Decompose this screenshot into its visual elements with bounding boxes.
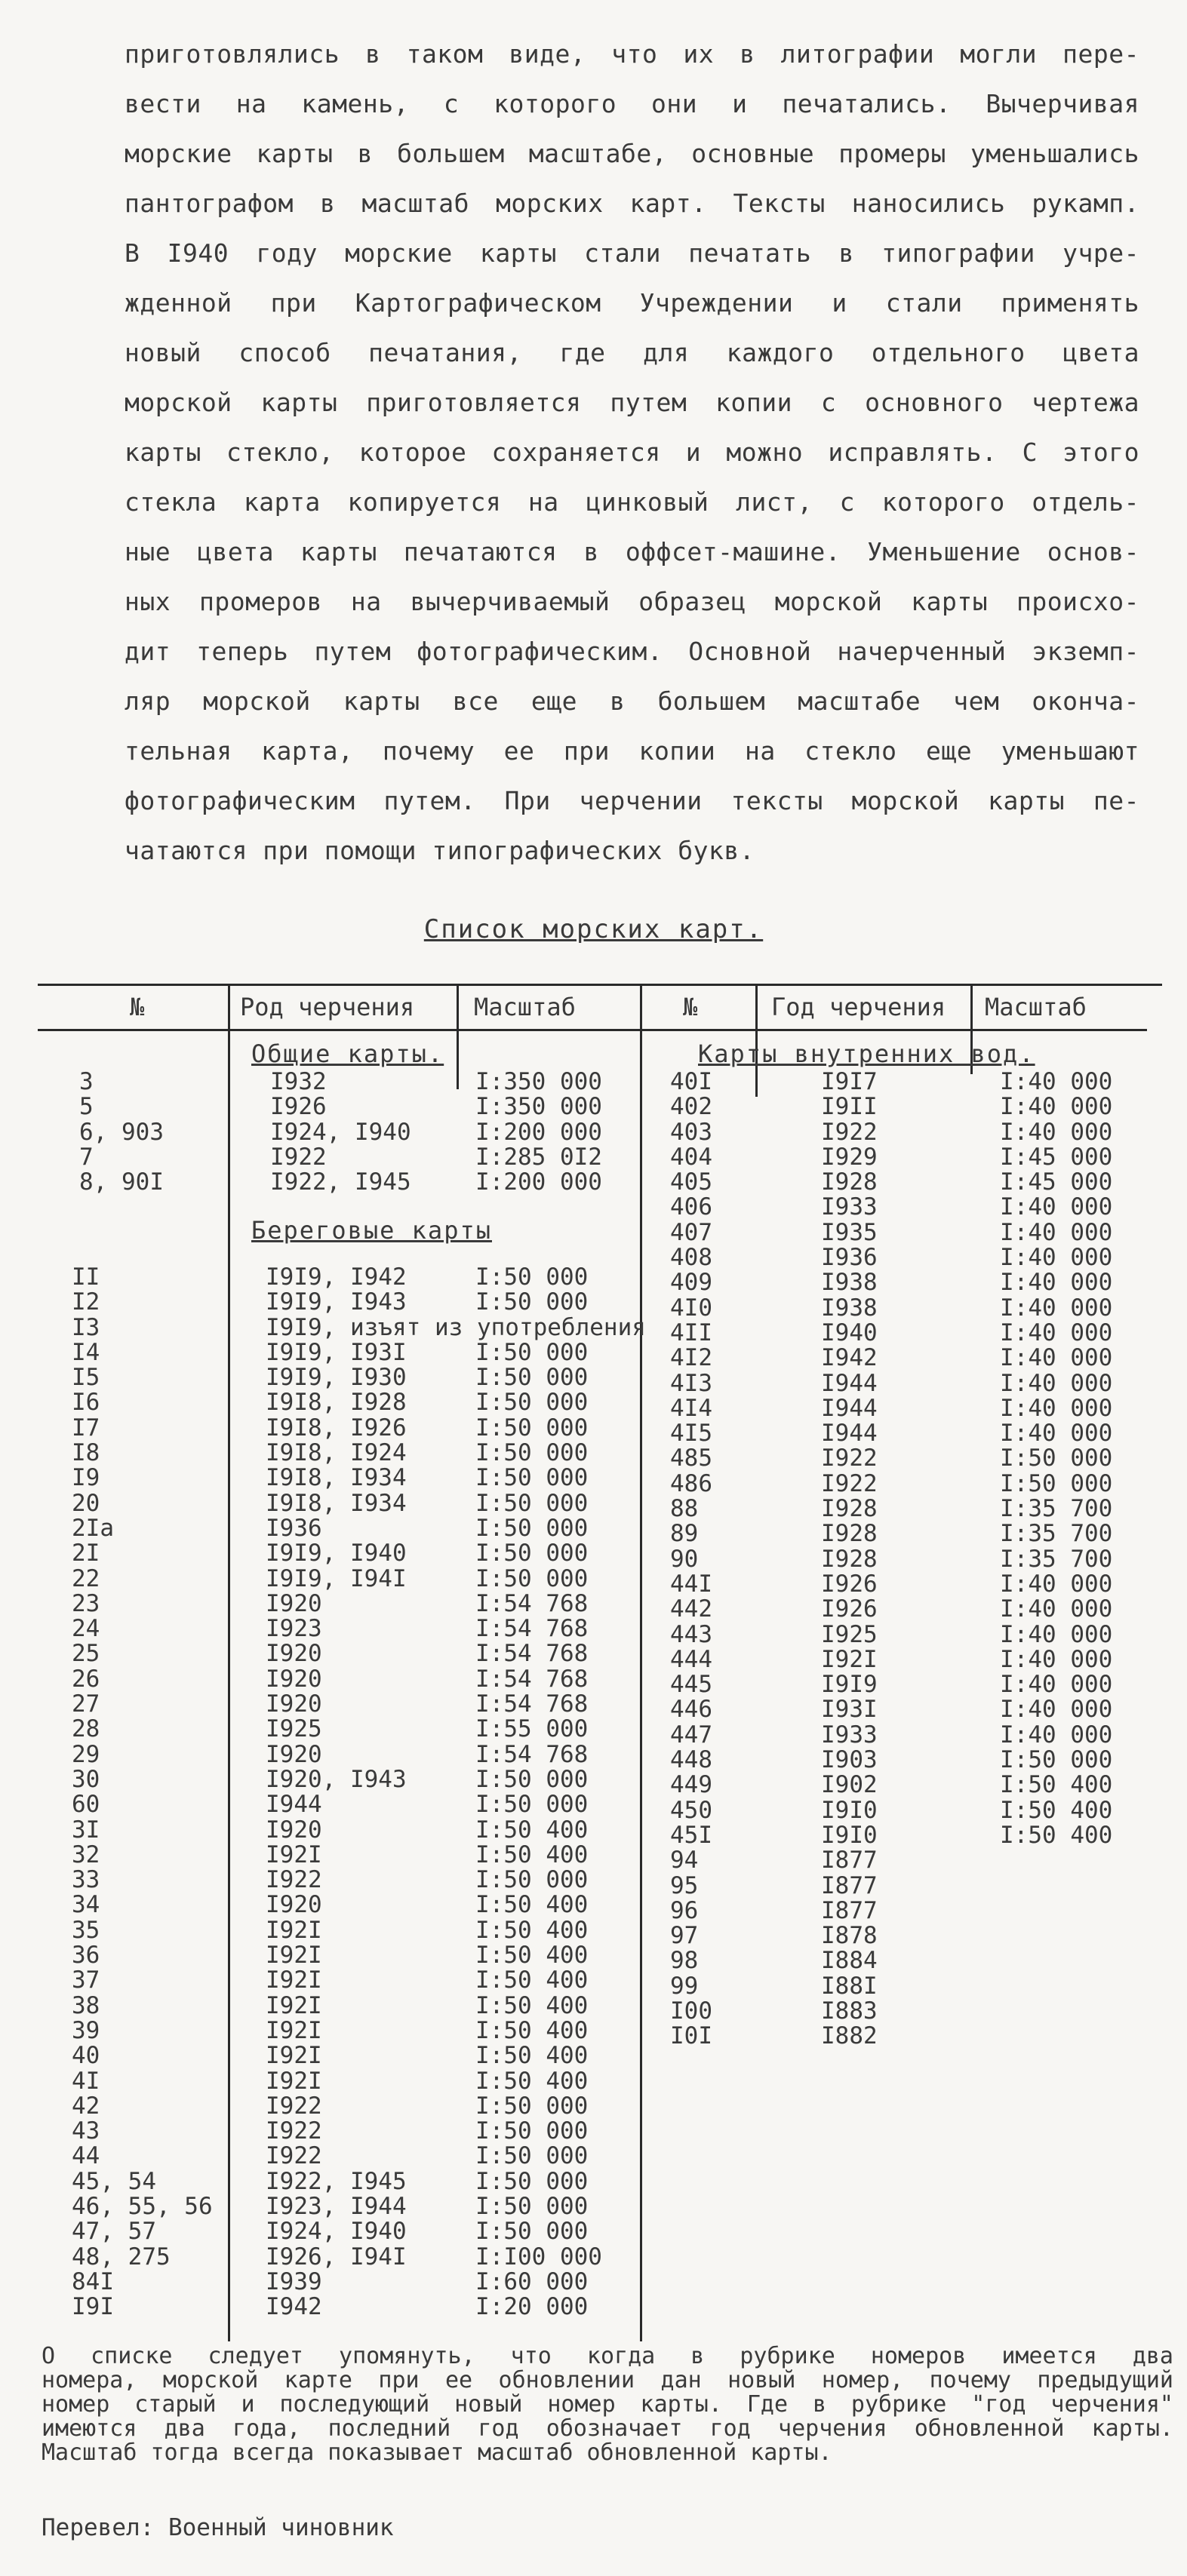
table-cell-scale: I:40 000	[1000, 1319, 1113, 1346]
table-cell-num: 94	[670, 1847, 699, 1874]
paragraph-line: морской карты приготовляется путем копии с основного чертежа	[125, 388, 1139, 417]
table-cell-scale: I:54 768	[475, 1740, 589, 1768]
table-cell-num: 3	[79, 1068, 94, 1095]
table-cell-year: I9II	[821, 1093, 878, 1121]
table-cell-scale: I:50 400	[1000, 1796, 1113, 1824]
table-cell-scale: I:40 000	[1000, 1394, 1113, 1422]
table-cell-num: 4I0	[670, 1294, 712, 1322]
table-cell-num: 44	[72, 2142, 100, 2170]
footnote-line: имеются два года, последний год обозначает год черчения обновленной карты.	[42, 2415, 1173, 2442]
table-cell-year: I928	[821, 1495, 878, 1523]
table-cell-num: 40	[72, 2042, 100, 2070]
table-cell-num: I8	[72, 1439, 100, 1467]
table-cell-num: 402	[670, 1093, 712, 1121]
table-cell-year: I9I9, изъят из употребления	[266, 1313, 646, 1341]
table-cell-num: 5	[79, 1093, 94, 1121]
paragraph-line: ные цвета карты печатаются в оффсет-машине. Уменьшение основ-	[125, 537, 1139, 566]
table-cell-scale: I:40 000	[1000, 1218, 1113, 1246]
paragraph-line: ляр морской карты все еще в большем масштабе чем оконча-	[125, 686, 1139, 716]
table-cell-year: I922	[821, 1118, 878, 1146]
table-cell-num: 32	[72, 1841, 100, 1868]
table-cell-num: 443	[670, 1620, 712, 1648]
table-cell-scale: I:40 000	[1000, 1193, 1113, 1221]
table-cell-year: I882	[821, 2022, 878, 2050]
table-cell-year: I920	[266, 1665, 322, 1693]
table-cell-num: 7	[79, 1143, 94, 1171]
table-cell-num: 4I5	[670, 1420, 712, 1448]
table-cell-scale: I:35 700	[1000, 1495, 1113, 1523]
table-cell-year: I92I	[266, 2016, 322, 2044]
inland-year-column	[821, 1070, 878, 2049]
table-cell-num: 60	[72, 1791, 100, 1819]
table-cell-year: I877	[821, 1896, 878, 1924]
table-cell-scale: I:50 000	[475, 1389, 589, 1417]
section-general-heading: Общие карты.	[251, 1039, 444, 1068]
table-cell-num: 449	[670, 1771, 712, 1799]
general-scale-column	[475, 1070, 602, 1195]
table-cell-scale: I:40 000	[1000, 1269, 1113, 1297]
table-cell-num: I9	[72, 1464, 100, 1492]
table-cell-num: 403	[670, 1118, 712, 1146]
table-cell-num: 445	[670, 1671, 712, 1699]
table-cell-scale: I:50 000	[475, 1263, 589, 1291]
table-cell-scale: I:285 0I2	[475, 1143, 602, 1171]
table-cell-num: 4I3	[670, 1369, 712, 1397]
table-cell-year: I938	[821, 1294, 878, 1322]
table-cell-scale: I:50 000	[1000, 1469, 1113, 1497]
table-cell-year: I929	[821, 1143, 878, 1171]
table-cell-year: I92I	[821, 1645, 878, 1673]
table-cell-num: 405	[670, 1168, 712, 1196]
table-cell-num: 448	[670, 1746, 712, 1774]
table-cell-year: I9I8, I924	[266, 1439, 407, 1467]
table-cell-num: 38	[72, 1991, 100, 2019]
table-cell-year: I878	[821, 1922, 878, 1950]
table-cell-scale: I:50 400	[475, 1816, 589, 1844]
paragraph-line: новый способ печатания, где для каждого отдельного цвета	[125, 338, 1139, 367]
header-year-left: Род черчения	[240, 993, 415, 1021]
table-cell-year: I877	[821, 1871, 878, 1899]
table-cell-year: I922	[270, 1143, 327, 1171]
table-cell-scale: I:350 000	[475, 1068, 602, 1095]
table-cell-scale: I:50 000	[475, 1364, 589, 1392]
table-cell-scale: I:50 000	[475, 1540, 589, 1567]
table-cell-year: I9I9, I93I	[266, 1338, 407, 1366]
table-cell-num: 23	[72, 1589, 100, 1617]
table-cell-year: I92I	[266, 1841, 322, 1868]
inland-num-column	[670, 1070, 712, 2049]
paragraph-line: стекла карта копируется на цинковый лист, с которого отдель-	[125, 487, 1139, 517]
table-cell-year: I922	[266, 2142, 322, 2170]
section-coastal-heading: Береговые карты	[251, 1216, 492, 1245]
table-cell-year: I935	[821, 1218, 878, 1246]
table-cell-year: I92I	[266, 1991, 322, 2019]
table-cell-scale: I:50 400	[1000, 1821, 1113, 1849]
table-cell-num: 28	[72, 1715, 100, 1743]
table-cell-num: I4	[72, 1338, 100, 1366]
table-cell-scale: I:50 000	[1000, 1746, 1113, 1774]
paragraph-line: В I940 году морские карты стали печатать в типографии учре-	[125, 238, 1139, 268]
table-cell-scale: I:40 000	[1000, 1369, 1113, 1397]
table-cell-num: 407	[670, 1218, 712, 1246]
table-cell-year: I920	[266, 1640, 322, 1668]
table-cell-num: 447	[670, 1721, 712, 1749]
table-cell-year: I922, I945	[266, 2167, 407, 2195]
table-cell-scale: I:50 400	[475, 2042, 589, 2070]
table-cell-num: 96	[670, 1896, 699, 1924]
header-year-right: Год черчения	[771, 993, 946, 1021]
section-inland-heading: Карты внутренних вод.	[698, 1039, 1035, 1068]
table-cell-year: I928	[821, 1520, 878, 1548]
table-cell-scale: I:50 400	[475, 2067, 589, 2095]
table-cell-year: I923, I944	[266, 2192, 407, 2220]
table-cell-scale: I:40 000	[1000, 1420, 1113, 1448]
table-cell-year: I9I0	[821, 1796, 878, 1824]
table-cell-year: I88I	[821, 1972, 878, 2000]
table-cell-num: 30	[72, 1765, 100, 1793]
paragraph-line: морские карты в большем масштабе, основные промеры уменьшались	[125, 139, 1139, 168]
table-top-rule	[38, 984, 1162, 986]
table-cell-num: 47, 57	[72, 2218, 156, 2246]
table-cell-year: I924, I940	[270, 1118, 411, 1146]
table-cell-num: 26	[72, 1665, 100, 1693]
table-cell-year: I944	[821, 1369, 878, 1397]
table-cell-year: I936	[821, 1244, 878, 1272]
paragraph-line: пантографом в масштаб морских карт. Тексты наносились рукамп.	[125, 189, 1139, 218]
table-cell-scale: I:50 400	[475, 1991, 589, 2019]
table-cell-year: I939	[266, 2267, 322, 2295]
table-cell-num: I00	[670, 1997, 712, 2025]
footnote-line: номер старый и последующий новый номер карты. Где в рубрике "год черчения"	[42, 2391, 1173, 2418]
table-cell-num: 27	[72, 1690, 100, 1718]
table-cell-scale: I:54 768	[475, 1589, 589, 1617]
table-cell-num: 408	[670, 1244, 712, 1272]
table-cell-num: I2	[72, 1288, 100, 1316]
translator-line: Перевел: Военный чиновник	[42, 2514, 394, 2541]
table-cell-year: I92I	[266, 1916, 322, 1944]
table-cell-year: I944	[266, 1791, 322, 1819]
table-cell-num: 444	[670, 1645, 712, 1673]
table-cell-year: I92I	[266, 2042, 322, 2070]
table-cell-year: I920	[266, 1740, 322, 1768]
header-scale-left: Масштаб	[474, 993, 576, 1021]
table-cell-scale: I:50 000	[475, 1489, 589, 1517]
general-year-column	[270, 1070, 411, 1195]
table-cell-year: I922	[821, 1445, 878, 1472]
table-cell-num: 4II	[670, 1319, 712, 1346]
table-cell-num: 37	[72, 1967, 100, 1994]
table-cell-scale: I:40 000	[1000, 1118, 1113, 1146]
table-cell-num: 4I2	[670, 1344, 712, 1372]
table-cell-num: 45, 54	[72, 2167, 156, 2195]
table-cell-year: I942	[821, 1344, 878, 1372]
table-cell-scale: I:50 000	[475, 2142, 589, 2170]
table-cell-scale: I:50 400	[1000, 1771, 1113, 1799]
table-cell-scale: I:50 400	[475, 1967, 589, 1994]
table-cell-num: I5	[72, 1364, 100, 1392]
paragraph-line: ных промеров на вычерчиваемый образец морской карты происхо-	[125, 587, 1139, 616]
table-cell-scale: I:50 000	[475, 2192, 589, 2220]
table-cell-scale: I:50 000	[1000, 1445, 1113, 1472]
table-cell-num: I0I	[670, 2022, 712, 2050]
table-cell-num: 3I	[72, 1816, 100, 1844]
table-cell-year: I9I8, I934	[266, 1464, 407, 1492]
table-vline-1	[228, 984, 230, 2341]
table-cell-scale: I:50 400	[475, 1891, 589, 1919]
table-cell-year: I920	[266, 1690, 322, 1718]
paragraph-line: фотографическим путем. При черчении тексты морской карты пе-	[125, 786, 1139, 815]
table-cell-year: I9I8, I934	[266, 1489, 407, 1517]
paragraph-line: дит теперь путем фотографическим. Основной начерченный экземп-	[125, 637, 1139, 666]
table-cell-scale: I:50 000	[475, 2218, 589, 2246]
coastal-scale-column	[475, 1265, 602, 2320]
table-cell-num: 34	[72, 1891, 100, 1919]
table-cell-scale: I:40 000	[1000, 1093, 1113, 1121]
table-cell-scale: I:45 000	[1000, 1168, 1113, 1196]
footnote	[42, 2344, 1173, 2465]
table-cell-num: 90	[670, 1545, 699, 1573]
table-cell-year: I9I9, I940	[266, 1540, 407, 1567]
table-cell-year: I884	[821, 1947, 878, 1975]
table-cell-num: 485	[670, 1445, 712, 1472]
table-cell-scale: I:40 000	[1000, 1068, 1113, 1095]
table-cell-num: 35	[72, 1916, 100, 1944]
table-cell-num: 48, 275	[72, 2243, 171, 2271]
table-cell-year: I944	[821, 1420, 878, 1448]
table-cell-num: 45I	[670, 1821, 712, 1849]
table-cell-scale: I:40 000	[1000, 1671, 1113, 1699]
table-cell-scale: I:45 000	[1000, 1143, 1113, 1171]
table-cell-year: I933	[821, 1721, 878, 1749]
table-cell-year: I924, I940	[266, 2218, 407, 2246]
table-cell-num: 442	[670, 1595, 712, 1623]
table-vline-2	[457, 984, 459, 1089]
table-cell-year: I922	[266, 2117, 322, 2145]
table-cell-num: 33	[72, 1866, 100, 1894]
inland-scale-column	[1000, 1070, 1112, 1848]
table-cell-year: I9I0	[821, 1821, 878, 1849]
table-cell-year: I9I9, I930	[266, 1364, 407, 1392]
table-cell-num: 4I	[72, 2067, 100, 2095]
table-cell-year: I93I	[821, 1696, 878, 1724]
list-title: Список морских карт.	[423, 914, 764, 944]
table-cell-scale: I:50 000	[475, 2117, 589, 2145]
table-cell-num: 44I	[670, 1570, 712, 1598]
table-cell-num: 8, 90I	[79, 1168, 164, 1196]
table-cell-year: I944	[821, 1394, 878, 1422]
table-cell-scale: I:40 000	[1000, 1244, 1113, 1272]
table-cell-scale: I:50 000	[475, 1288, 589, 1316]
table-cell-scale: I:40 000	[1000, 1570, 1113, 1598]
intro-paragraph	[125, 36, 1139, 883]
table-cell-num: 43	[72, 2117, 100, 2145]
footnote-line: Масштаб тогда всегда показывает масштаб обновленной карты.	[42, 2439, 832, 2466]
table-cell-num: 84I	[72, 2267, 114, 2295]
table-cell-year: I877	[821, 1847, 878, 1874]
table-cell-num: 6, 903	[79, 1118, 164, 1146]
table-cell-year: I922, I945	[270, 1168, 411, 1196]
table-cell-year: I9I8, I926	[266, 1414, 407, 1442]
header-num-right: №	[683, 993, 698, 1021]
table-header-rule	[38, 1029, 1147, 1031]
table-cell-year: I9I7	[821, 1068, 878, 1095]
table-cell-scale: I:50 000	[475, 1464, 589, 1492]
table-cell-year: I902	[821, 1771, 878, 1799]
paragraph-line: карты стекло, которое сохраняется и можно исправлять. С этого	[125, 438, 1139, 467]
table-cell-year: I9I9, I943	[266, 1288, 407, 1316]
table-cell-year: I922	[821, 1469, 878, 1497]
table-cell-scale: I:50 000	[475, 1338, 589, 1366]
table-cell-year: I926	[821, 1595, 878, 1623]
table-cell-scale: I:50 400	[475, 1841, 589, 1868]
table-cell-num: 24	[72, 1615, 100, 1643]
table-cell-scale: I:54 768	[475, 1690, 589, 1718]
table-cell-year: I9I9	[821, 1671, 878, 1699]
table-cell-num: 4I4	[670, 1394, 712, 1422]
table-cell-year: I938	[821, 1269, 878, 1297]
table-cell-year: I928	[821, 1168, 878, 1196]
table-cell-scale: I:55 000	[475, 1715, 589, 1743]
table-cell-num: I3	[72, 1313, 100, 1341]
table-cell-year: I926	[270, 1093, 327, 1121]
table-cell-scale: I:40 000	[1000, 1645, 1113, 1673]
paragraph-line: тельная карта, почему ее при копии на стекло еще уменьшают	[125, 736, 1139, 766]
table-cell-scale: I:200 000	[475, 1168, 602, 1196]
table-cell-num: 99	[670, 1972, 699, 2000]
table-cell-year: I923	[266, 1615, 322, 1643]
table-cell-num: 88	[670, 1495, 699, 1523]
table-cell-year: I940	[821, 1319, 878, 1346]
table-cell-year: I932	[270, 1068, 327, 1095]
paragraph-line: чатаются при помощи типографических букв.	[125, 836, 755, 865]
table-cell-year: I92I	[266, 2067, 322, 2095]
table-cell-year: I933	[821, 1193, 878, 1221]
table-cell-year: I920, I943	[266, 1765, 407, 1793]
table-cell-scale: I:200 000	[475, 1118, 602, 1146]
table-cell-year: I903	[821, 1746, 878, 1774]
table-cell-year: I9I9, I942	[266, 1263, 407, 1291]
table-cell-num: 2Ia	[72, 1514, 114, 1542]
table-cell-num: 406	[670, 1193, 712, 1221]
table-cell-num: I7	[72, 1414, 100, 1442]
table-cell-year: I936	[266, 1514, 322, 1542]
paragraph-line: жденной при Картографическом Учреждении и стали применять	[125, 288, 1139, 318]
table-cell-num: 40I	[670, 1068, 712, 1095]
table-cell-num: I9I	[72, 2293, 114, 2321]
table-cell-year: I920	[266, 1891, 322, 1919]
table-cell-num: 42	[72, 2092, 100, 2120]
table-cell-scale	[475, 1316, 602, 1340]
table-cell-year: I92I	[266, 1967, 322, 1994]
table-cell-year: I883	[821, 1997, 878, 2025]
table-cell-num: I6	[72, 1389, 100, 1417]
table-cell-scale: I:50 000	[475, 1439, 589, 1467]
footnote-line: О списке следует упомянуть, что когда в рубрике номеров имеется два	[42, 2343, 1173, 2369]
table-cell-num: 446	[670, 1696, 712, 1724]
table-cell-scale: I:54 768	[475, 1665, 589, 1693]
header-num-left: №	[130, 993, 145, 1021]
table-cell-scale: I:40 000	[1000, 1294, 1113, 1322]
table-cell-year: I920	[266, 1589, 322, 1617]
table-cell-num: 46, 55, 56	[72, 2192, 213, 2220]
table-cell-scale: I:50 000	[475, 1866, 589, 1894]
table-cell-scale: I:50 000	[475, 1564, 589, 1592]
table-cell-num: 20	[72, 1489, 100, 1517]
table-cell-scale: I:50 000	[475, 1514, 589, 1542]
table-cell-scale: I:50 400	[475, 1942, 589, 1970]
table-cell-scale: I:54 768	[475, 1615, 589, 1643]
table-cell-year: I926	[821, 1570, 878, 1598]
table-cell-year: I928	[821, 1545, 878, 1573]
table-cell-year: I9I8, I928	[266, 1389, 407, 1417]
table-cell-num: 22	[72, 1564, 100, 1592]
table-cell-scale: I:350 000	[475, 1093, 602, 1121]
table-cell-num: II	[72, 1263, 100, 1291]
table-cell-num: 36	[72, 1942, 100, 1970]
table-cell-year: I926, I94I	[266, 2243, 407, 2271]
table-cell-scale: I:60 000	[475, 2267, 589, 2295]
table-cell-year: I922	[266, 1866, 322, 1894]
table-cell-year: I925	[266, 1715, 322, 1743]
table-cell-year: I920	[266, 1816, 322, 1844]
header-scale-right: Масштаб	[985, 993, 1087, 1021]
table-cell-num: 25	[72, 1640, 100, 1668]
table-cell-scale: I:54 768	[475, 1640, 589, 1668]
table-cell-num: 450	[670, 1796, 712, 1824]
table-cell-scale: I:50 000	[475, 2092, 589, 2120]
table-cell-scale: I:50 400	[475, 2016, 589, 2044]
paragraph-line: приготовлялись в таком виде, что их в литографии могли пере-	[125, 39, 1139, 69]
table-cell-num: 486	[670, 1469, 712, 1497]
table-cell-scale: I:50 000	[475, 1414, 589, 1442]
table-cell-scale: I:35 700	[1000, 1520, 1113, 1548]
table-cell-scale: I:50 000	[475, 1765, 589, 1793]
table-cell-scale: I:40 000	[1000, 1721, 1113, 1749]
table-cell-num: 409	[670, 1269, 712, 1297]
table-cell-num: 89	[670, 1520, 699, 1548]
table-cell-year: I9I9, I94I	[266, 1564, 407, 1592]
table-cell-year: I92I	[266, 1942, 322, 1970]
table-cell-scale: I:40 000	[1000, 1696, 1113, 1724]
table-cell-scale: I:50 000	[475, 2167, 589, 2195]
general-num-column	[79, 1070, 164, 1195]
paragraph-line: вести на камень, с которого они и печатались. Вычерчивая	[125, 89, 1139, 118]
table-cell-num: 404	[670, 1143, 712, 1171]
table-cell-scale: I:20 000	[475, 2293, 589, 2321]
table-cell-year: I922	[266, 2092, 322, 2120]
table-cell-scale: I:50 000	[475, 1791, 589, 1819]
table-cell-scale: I:35 700	[1000, 1545, 1113, 1573]
table-cell-scale: I:50 400	[475, 1916, 589, 1944]
table-cell-year: I942	[266, 2293, 322, 2321]
coastal-num-column	[72, 1265, 213, 2320]
table-cell-scale: I:I00 000	[475, 2243, 602, 2271]
table-cell-num: 29	[72, 1740, 100, 1768]
table-cell-num: 95	[670, 1871, 699, 1899]
table-cell-scale: I:40 000	[1000, 1344, 1113, 1372]
table-cell-num: 97	[670, 1922, 699, 1950]
table-cell-num: 39	[72, 2016, 100, 2044]
table-cell-num: 98	[670, 1947, 699, 1975]
table-cell-scale: I:40 000	[1000, 1620, 1113, 1648]
table-cell-year: I925	[821, 1620, 878, 1648]
table-cell-num: 2I	[72, 1540, 100, 1567]
footnote-line: номера, морской карте при ее обновлении дан новый номер, почему предыдущий	[42, 2367, 1173, 2393]
table-cell-scale: I:40 000	[1000, 1595, 1113, 1623]
